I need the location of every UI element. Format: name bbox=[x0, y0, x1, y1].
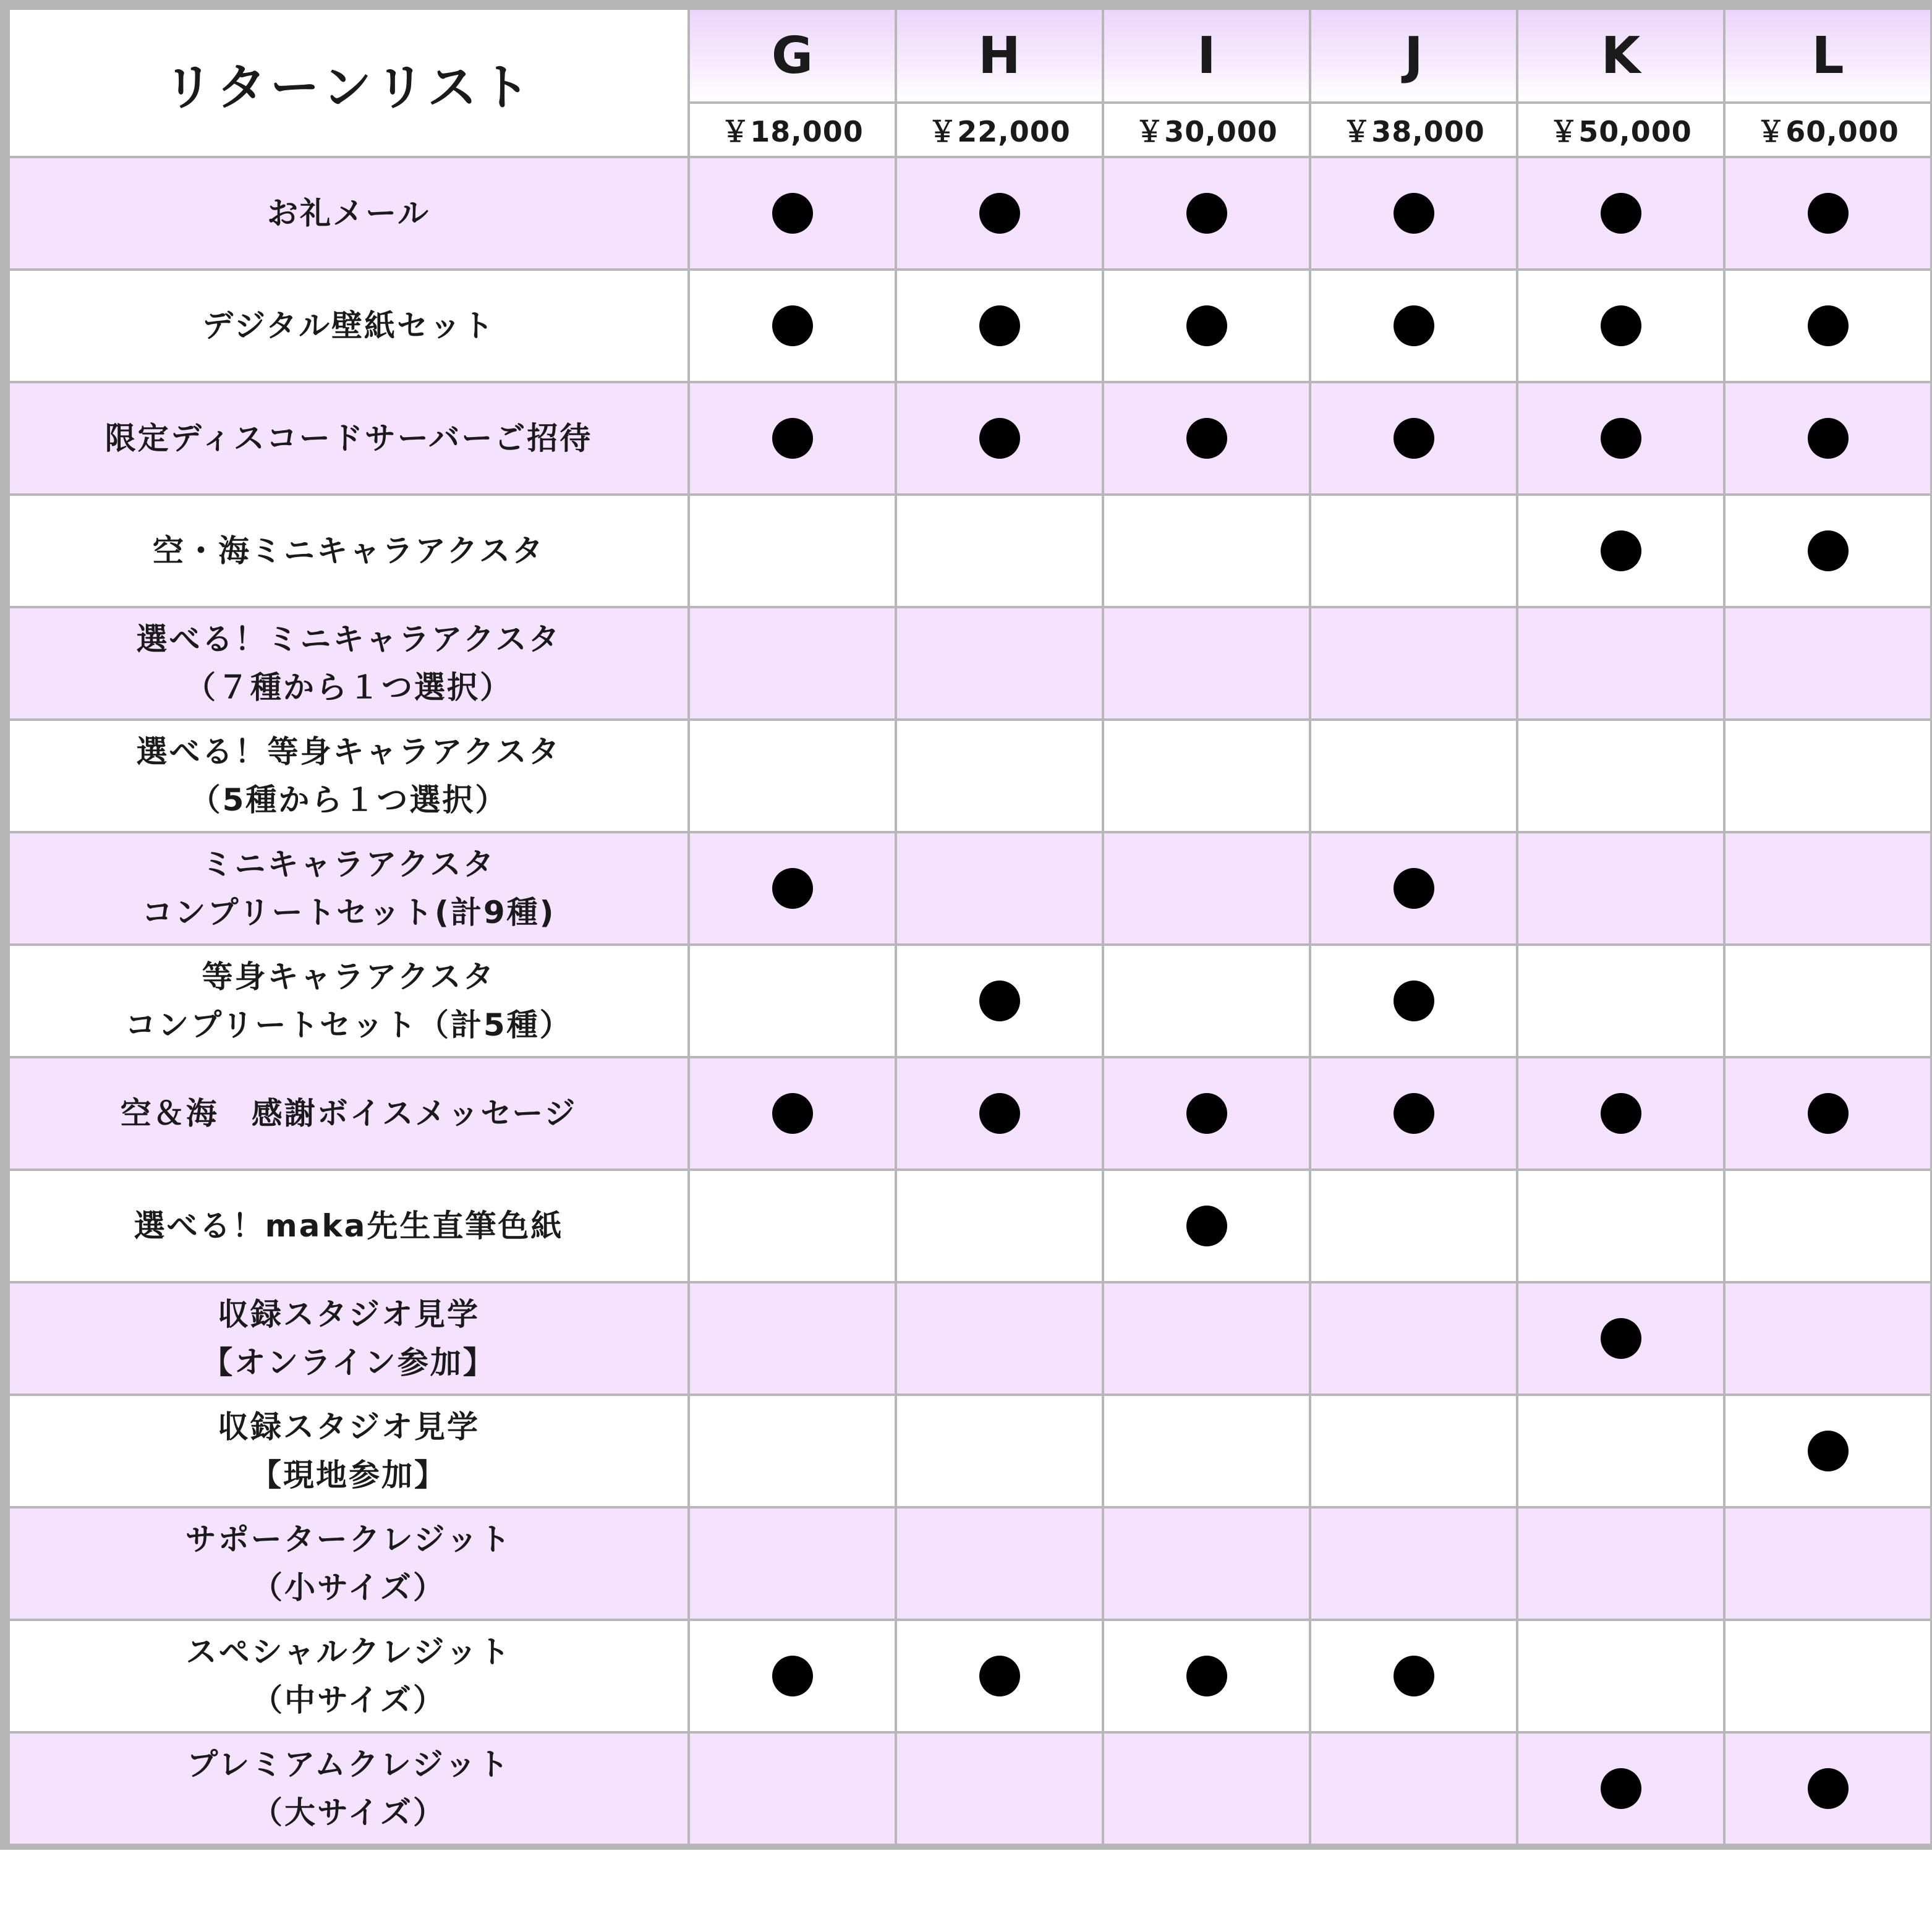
tier-price-j: ￥38,000 bbox=[1310, 103, 1517, 157]
return-item-label bbox=[9, 1507, 689, 1620]
filled-circle-icon bbox=[1601, 530, 1641, 571]
tier-letter-k: K bbox=[1517, 9, 1724, 103]
tier-cell-l bbox=[1724, 1170, 1931, 1282]
return-item-label bbox=[9, 1395, 689, 1507]
tier-cell-l bbox=[1724, 607, 1931, 720]
filled-circle-icon bbox=[1601, 305, 1641, 346]
return-item-label bbox=[9, 1620, 689, 1732]
table-row bbox=[9, 1282, 1931, 1395]
return-item-label-line: 選べる！等身キャラアクスタ bbox=[136, 734, 561, 770]
filled-circle-icon bbox=[1808, 305, 1849, 346]
tier-price-i: ￥30,000 bbox=[1103, 103, 1310, 157]
tier-cell-g bbox=[689, 1170, 896, 1282]
return-item-label-line: 等身キャラアクスタ bbox=[202, 959, 496, 995]
return-item-label-line: スペシャルクレジット bbox=[185, 1634, 512, 1670]
tier-cell-g bbox=[689, 1057, 896, 1170]
return-item-label-line: 【オンライン参加】 bbox=[202, 1345, 496, 1381]
tier-cell-h bbox=[896, 720, 1103, 832]
tier-cell-g bbox=[689, 157, 896, 270]
tier-cell-h bbox=[896, 1395, 1103, 1507]
tier-cell-h bbox=[896, 382, 1103, 495]
filled-circle-icon bbox=[1601, 1768, 1641, 1809]
filled-circle-icon bbox=[772, 1093, 813, 1134]
tier-cell-h bbox=[896, 1507, 1103, 1620]
tier-cell-k bbox=[1517, 382, 1724, 495]
return-item-label-line: コンプリートセット（計5種） bbox=[125, 1007, 572, 1043]
return-item-label-line: お礼メール bbox=[267, 195, 430, 231]
tier-cell-k bbox=[1517, 1732, 1724, 1845]
tier-cell-j bbox=[1310, 832, 1517, 945]
tier-cell-k bbox=[1517, 1057, 1724, 1170]
tier-cell-k bbox=[1517, 270, 1724, 382]
tier-cell-h bbox=[896, 1170, 1103, 1282]
return-item-label bbox=[9, 1170, 689, 1282]
tier-cell-l bbox=[1724, 720, 1931, 832]
return-item-label bbox=[9, 607, 689, 720]
filled-circle-icon bbox=[1186, 1093, 1227, 1134]
tier-cell-l bbox=[1724, 1732, 1931, 1845]
return-item-label-line: （5種から１つ選択） bbox=[189, 782, 508, 818]
tier-cell-k bbox=[1517, 1620, 1724, 1732]
tier-cell-l bbox=[1724, 1057, 1931, 1170]
tier-cell-i bbox=[1103, 1057, 1310, 1170]
tier-cell-j bbox=[1310, 157, 1517, 270]
return-item-label bbox=[9, 720, 689, 832]
tier-cell-g bbox=[689, 607, 896, 720]
tier-cell-k bbox=[1517, 945, 1724, 1057]
filled-circle-icon bbox=[772, 305, 813, 346]
tier-cell-j bbox=[1310, 1057, 1517, 1170]
tier-cell-g bbox=[689, 1395, 896, 1507]
return-item-label-line: プレミアムクレジット bbox=[187, 1747, 511, 1782]
filled-circle-icon bbox=[979, 1656, 1020, 1696]
return-item-label-line: コンプリートセット(計9種) bbox=[142, 895, 556, 930]
tier-letter-j: J bbox=[1310, 9, 1517, 103]
filled-circle-icon bbox=[1186, 418, 1227, 459]
filled-circle-icon bbox=[1601, 1093, 1641, 1134]
tier-price-k: ￥50,000 bbox=[1517, 103, 1724, 157]
return-item-label bbox=[9, 832, 689, 945]
tier-cell-k bbox=[1517, 1170, 1724, 1282]
filled-circle-icon bbox=[1394, 305, 1434, 346]
tier-cell-i bbox=[1103, 832, 1310, 945]
table-row bbox=[9, 720, 1931, 832]
return-item-label-line: 選べる！ミニキャラアクスタ bbox=[136, 621, 561, 657]
filled-circle-icon bbox=[979, 193, 1020, 234]
tier-cell-j bbox=[1310, 1170, 1517, 1282]
tier-cell-j bbox=[1310, 1732, 1517, 1845]
filled-circle-icon bbox=[1394, 981, 1434, 1021]
return-items-body bbox=[9, 157, 1931, 1845]
table-row bbox=[9, 270, 1931, 382]
return-item-label-line: 限定ディスコードサーバーご招待 bbox=[104, 420, 593, 456]
filled-circle-icon bbox=[1601, 418, 1641, 459]
tier-cell-l bbox=[1724, 1282, 1931, 1395]
filled-circle-icon bbox=[1394, 1093, 1434, 1134]
tier-cell-h bbox=[896, 832, 1103, 945]
return-item-label-line: ミニキャラアクスタ bbox=[202, 846, 496, 882]
tier-cell-l bbox=[1724, 495, 1931, 607]
tier-cell-i bbox=[1103, 157, 1310, 270]
return-item-label bbox=[9, 1057, 689, 1170]
tier-cell-k bbox=[1517, 720, 1724, 832]
tier-cell-h bbox=[896, 1282, 1103, 1395]
tier-cell-i bbox=[1103, 382, 1310, 495]
return-item-label-line: 選べる！maka先生直筆色紙 bbox=[134, 1208, 564, 1244]
tier-cell-g bbox=[689, 1732, 896, 1845]
tier-cell-h bbox=[896, 1620, 1103, 1732]
filled-circle-icon bbox=[1394, 1656, 1434, 1696]
table-row bbox=[9, 607, 1931, 720]
return-item-label bbox=[9, 382, 689, 495]
table-title: リターンリスト bbox=[9, 9, 689, 157]
return-item-label bbox=[9, 1732, 689, 1845]
filled-circle-icon bbox=[1808, 1768, 1849, 1809]
tier-letter-g: G bbox=[689, 9, 896, 103]
return-item-label-line: デジタル壁紙セット bbox=[202, 308, 495, 344]
tier-cell-l bbox=[1724, 1395, 1931, 1507]
tier-letter-row bbox=[9, 9, 1931, 103]
filled-circle-icon bbox=[772, 868, 813, 909]
table-row bbox=[9, 1507, 1931, 1620]
filled-circle-icon bbox=[979, 305, 1020, 346]
tier-cell-j bbox=[1310, 1282, 1517, 1395]
return-item-label bbox=[9, 157, 689, 270]
tier-cell-i bbox=[1103, 607, 1310, 720]
return-item-label bbox=[9, 945, 689, 1057]
tier-letter-h: H bbox=[896, 9, 1103, 103]
filled-circle-icon bbox=[1186, 1656, 1227, 1696]
filled-circle-icon bbox=[1601, 193, 1641, 234]
tier-cell-j bbox=[1310, 720, 1517, 832]
filled-circle-icon bbox=[1808, 193, 1849, 234]
tier-cell-j bbox=[1310, 1620, 1517, 1732]
tier-cell-j bbox=[1310, 270, 1517, 382]
tier-cell-l bbox=[1724, 270, 1931, 382]
tier-cell-g bbox=[689, 720, 896, 832]
tier-cell-i bbox=[1103, 1170, 1310, 1282]
filled-circle-icon bbox=[1186, 193, 1227, 234]
tier-cell-l bbox=[1724, 945, 1931, 1057]
table-row bbox=[9, 1170, 1931, 1282]
return-item-label-line: （小サイズ） bbox=[252, 1570, 446, 1606]
filled-circle-icon bbox=[1186, 1206, 1227, 1246]
tier-cell-l bbox=[1724, 1507, 1931, 1620]
filled-circle-icon bbox=[1601, 1318, 1641, 1359]
tier-cell-k bbox=[1517, 157, 1724, 270]
tier-cell-k bbox=[1517, 832, 1724, 945]
tier-cell-h bbox=[896, 495, 1103, 607]
tier-price-g: ￥18,000 bbox=[689, 103, 896, 157]
table-row bbox=[9, 1395, 1931, 1507]
return-item-label-line: （７種から１つ選択） bbox=[185, 670, 513, 705]
tier-cell-h bbox=[896, 1732, 1103, 1845]
tier-cell-l bbox=[1724, 1620, 1931, 1732]
table-row bbox=[9, 382, 1931, 495]
tier-cell-g bbox=[689, 1282, 896, 1395]
tier-cell-g bbox=[689, 945, 896, 1057]
return-item-label-line: サポータークレジット bbox=[185, 1521, 513, 1557]
table-row bbox=[9, 1620, 1931, 1732]
tier-cell-i bbox=[1103, 945, 1310, 1057]
table-row bbox=[9, 1057, 1931, 1170]
tier-price-l: ￥60,000 bbox=[1724, 103, 1931, 157]
table-row bbox=[9, 832, 1931, 945]
tier-cell-k bbox=[1517, 607, 1724, 720]
table-row bbox=[9, 157, 1931, 270]
tier-cell-i bbox=[1103, 270, 1310, 382]
tier-cell-g bbox=[689, 1620, 896, 1732]
tier-letter-l: L bbox=[1724, 9, 1931, 103]
filled-circle-icon bbox=[772, 1656, 813, 1696]
filled-circle-icon bbox=[979, 1093, 1020, 1134]
tier-cell-k bbox=[1517, 495, 1724, 607]
tier-cell-h bbox=[896, 1057, 1103, 1170]
filled-circle-icon bbox=[1394, 418, 1434, 459]
tier-cell-g bbox=[689, 495, 896, 607]
tier-cell-i bbox=[1103, 1507, 1310, 1620]
return-list-table bbox=[7, 7, 1932, 1846]
filled-circle-icon bbox=[1394, 868, 1434, 909]
return-item-label-line: 空＆海 感謝ボイスメッセージ bbox=[120, 1096, 577, 1131]
tier-cell-h bbox=[896, 157, 1103, 270]
tier-cell-j bbox=[1310, 607, 1517, 720]
tier-cell-g bbox=[689, 382, 896, 495]
tier-cell-j bbox=[1310, 382, 1517, 495]
tier-cell-l bbox=[1724, 157, 1931, 270]
tier-cell-i bbox=[1103, 1620, 1310, 1732]
tier-cell-g bbox=[689, 1507, 896, 1620]
return-item-label-line: 空・海ミニキャラアクスタ bbox=[153, 533, 545, 569]
tier-cell-l bbox=[1724, 832, 1931, 945]
return-item-label bbox=[9, 1282, 689, 1395]
table-row bbox=[9, 945, 1931, 1057]
tier-cell-g bbox=[689, 832, 896, 945]
tier-cell-i bbox=[1103, 1732, 1310, 1845]
return-item-label-line: 収録スタジオ見学 bbox=[218, 1409, 480, 1445]
tier-cell-j bbox=[1310, 495, 1517, 607]
tier-cell-i bbox=[1103, 1282, 1310, 1395]
tier-cell-i bbox=[1103, 1395, 1310, 1507]
table-row bbox=[9, 495, 1931, 607]
tier-price-h: ￥22,000 bbox=[896, 103, 1103, 157]
tier-cell-h bbox=[896, 607, 1103, 720]
tier-cell-k bbox=[1517, 1282, 1724, 1395]
filled-circle-icon bbox=[979, 981, 1020, 1021]
filled-circle-icon bbox=[1808, 418, 1849, 459]
tier-cell-h bbox=[896, 270, 1103, 382]
tier-cell-j bbox=[1310, 1507, 1517, 1620]
tier-cell-k bbox=[1517, 1507, 1724, 1620]
filled-circle-icon bbox=[1808, 1093, 1849, 1134]
tier-cell-h bbox=[896, 945, 1103, 1057]
tier-cell-j bbox=[1310, 945, 1517, 1057]
table-row bbox=[9, 1732, 1931, 1845]
filled-circle-icon bbox=[1186, 305, 1227, 346]
tier-cell-k bbox=[1517, 1395, 1724, 1507]
return-item-label-line: （大サイズ） bbox=[252, 1795, 446, 1831]
return-item-label bbox=[9, 270, 689, 382]
return-item-label-line: 収録スタジオ見学 bbox=[218, 1296, 480, 1332]
tier-cell-i bbox=[1103, 495, 1310, 607]
tier-cell-i bbox=[1103, 720, 1310, 832]
filled-circle-icon bbox=[1394, 193, 1434, 234]
return-item-label bbox=[9, 495, 689, 607]
filled-circle-icon bbox=[1808, 530, 1849, 571]
return-item-label-line: （中サイズ） bbox=[252, 1682, 446, 1718]
return-item-label-line: 【現地参加】 bbox=[250, 1457, 447, 1493]
filled-circle-icon bbox=[772, 193, 813, 234]
tier-cell-j bbox=[1310, 1395, 1517, 1507]
filled-circle-icon bbox=[1808, 1431, 1849, 1471]
filled-circle-icon bbox=[772, 418, 813, 459]
tier-cell-g bbox=[689, 270, 896, 382]
tier-letter-i: I bbox=[1103, 9, 1310, 103]
filled-circle-icon bbox=[979, 418, 1020, 459]
tier-cell-l bbox=[1724, 382, 1931, 495]
